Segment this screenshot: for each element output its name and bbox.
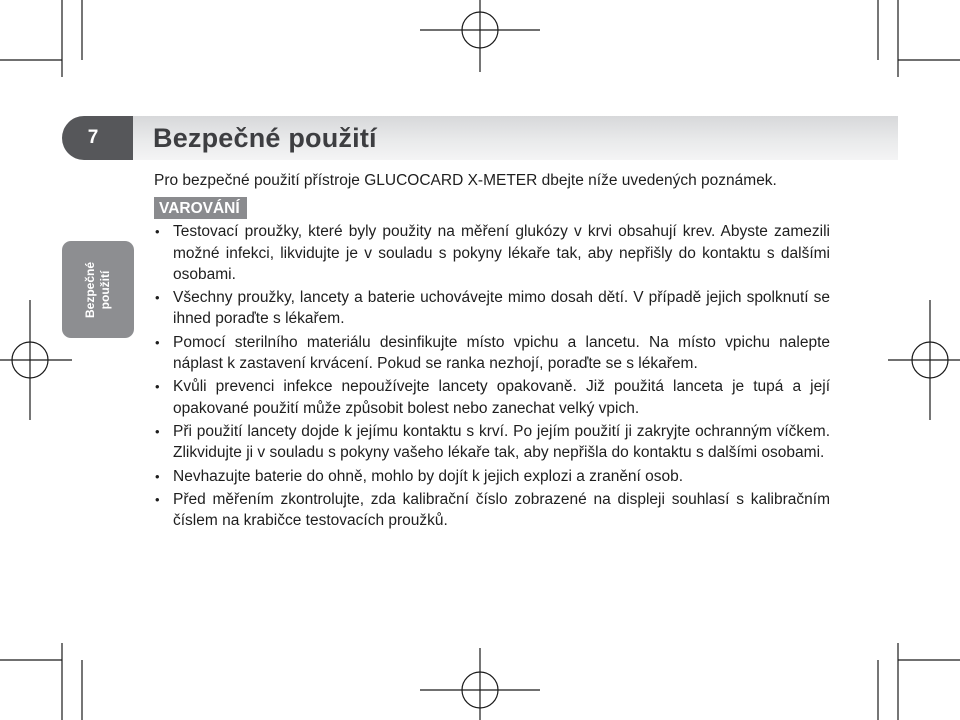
chapter-side-tab-label [83,261,113,317]
warning-item: • Před měřením zkontrolujte, zda kalibrační číslo zobrazené na displeji souhlasí s kalibračním číslem na krabičce testovacích proužků. [154,489,830,532]
registration-mark-bottom [420,648,540,720]
chapter-side-tab [62,241,134,338]
registration-mark-right [888,300,960,420]
intro-paragraph: Pro bezpečné použití přístroje GLUCOCARD X-METER dbejte níže uvedených poznámek. [154,172,777,189]
page-number: 7 [87,127,99,148]
registration-mark-top [420,0,540,72]
warning-label: VAROVÁNÍ [154,197,247,219]
warning-list [154,221,830,531]
page-number-tab [62,116,134,160]
warning-item: • Nevhazujte baterie do ohně, mohlo by dojít k jejich explozi a zranění osob. [154,466,830,487]
content [154,170,830,533]
chapter-side-tab-line2: použití [98,270,112,309]
warning-item: • Testovací proužky, které byly použity na měření glukózy v krvi obsahují krev. Abyste zamezili možné infekci, likvidujte je v souladu s pokyny lékaře tak, aby nepřišly do kontaktu s dalšími osobami. [154,221,830,285]
warning-item: • Při použití lancety dojde k jejímu kontaktu s krví. Po jejím použití ji zakryjte ochranným víčkem. Zlikvidujte ji v souladu s pokyny vašeho lékaře tak, aby nepřišla do kontaktu s dalšími osobami. [154,421,830,464]
title-bar [133,116,898,160]
warning-item: • Pomocí sterilního materiálu desinfikujte místo vpichu a lancetu. Na místo vpichu nalepte náplast k zastavení krvácení. Pokud se ranka nezhojí, poraďte se s lékařem. [154,332,830,375]
warning-item: • Kvůli prevenci infekce nepoužívejte lancety opakovaně. Již použitá lanceta je tupá a její opakované použití může způsobit bolest nebo zanechat velký vpich. [154,376,830,419]
chapter-side-tab-line1: Bezpečné [83,261,97,318]
page-title: Bezpečné použití [153,122,377,153]
warning-item: • Všechny proužky, lancety a baterie uchovávejte mimo dosah dětí. V případě jejich spolknutí se ihned poraďte s lékařem. [154,287,830,330]
